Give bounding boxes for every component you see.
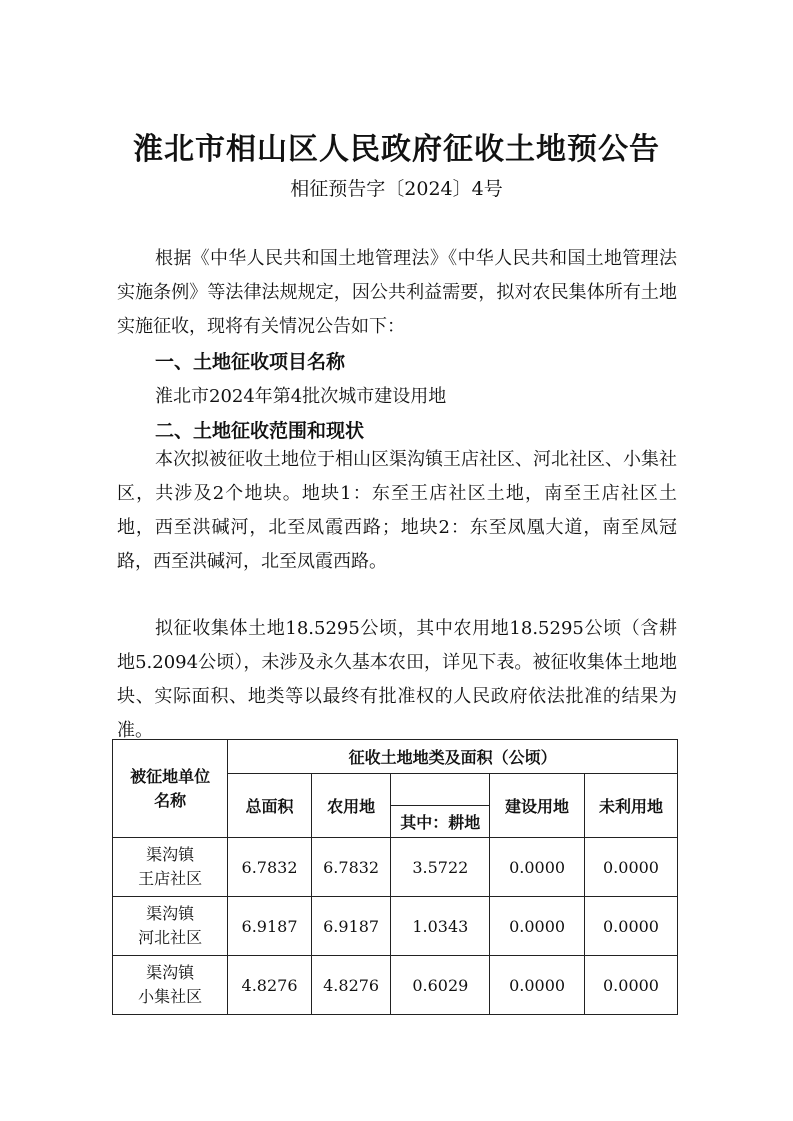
document-title: 淮北市相山区人民政府征收土地预公告: [133, 132, 660, 167]
section1-text: 淮北市2024年第4批次城市建设用地: [155, 386, 447, 407]
agri-land-cell: 4.8276: [311, 956, 391, 1015]
total-area-cell: 4.8276: [228, 956, 312, 1015]
unused-land-cell: 0.0000: [584, 956, 677, 1015]
construction-land-cell: 0.0000: [490, 956, 585, 1015]
unit-name-cell: 渠沟镇 河北社区: [113, 897, 228, 956]
agri-land-header: 农用地: [311, 774, 391, 838]
total-area-cell: 6.9187: [228, 897, 312, 956]
land-acquisition-table: [112, 739, 678, 1015]
land-type-group-header: 征收土地地类及面积（公顷）: [228, 740, 678, 774]
document-number: 相征预告字〔2024〕4号: [290, 178, 503, 200]
section1-heading: 一、土地征收项目名称: [155, 351, 346, 373]
unused-land-cell: 0.0000: [584, 838, 677, 897]
total-area-cell: 6.7832: [228, 838, 312, 897]
farmland-header-blank: [391, 774, 490, 806]
unit-name-cell: 渠沟镇 王店社区: [113, 838, 228, 897]
farmland-cell: 1.0343: [391, 897, 490, 956]
table-row: [113, 897, 678, 956]
agri-land-cell: 6.9187: [311, 897, 391, 956]
unused-land-cell: 0.0000: [584, 897, 677, 956]
construction-land-header: 建设用地: [490, 774, 585, 838]
table-row: [113, 956, 678, 1015]
agri-land-cell: 6.7832: [311, 838, 391, 897]
farmland-cell: 3.5722: [391, 838, 490, 897]
section2-range-paragraph: 本次拟被征收土地位于相山区渠沟镇王店社区、河北社区、小集社区，共涉及2个地块。地块1：东至王店社区土地，南至王店社区土地，西至洪碱河，北至凤霞西路；地块2：东至凤凰大道，南至凤冠路，西至洪碱河，北至凤霞西路。: [117, 449, 677, 572]
intro-paragraph: 根据《中华人民共和国土地管理法》《中华人民共和国土地管理法实施条例》等法律法规规定，因公共利益需要，拟对农民集体所有土地实施征收，现将有关情况公告如下：: [117, 248, 677, 337]
total-area-header: 总面积: [228, 774, 312, 838]
farmland-cell: 0.6029: [391, 956, 490, 1015]
construction-land-cell: 0.0000: [490, 838, 585, 897]
construction-land-cell: 0.0000: [490, 897, 585, 956]
section2-area-paragraph: 拟征收集体土地18.5295公顷，其中农用地18.5295公顷（含耕地5.2094公顷），未涉及永久基本农田，详见下表。被征收集体土地地块、实际面积、地类等以最终有批准权的人民政府依法批准的结果为准。: [117, 618, 677, 741]
section2-heading: 二、土地征收范围和现状: [155, 420, 365, 442]
farmland-header: 其中：耕地: [391, 806, 490, 838]
table-row: [113, 838, 678, 897]
unused-land-header: 未利用地: [584, 774, 677, 838]
unit-header: 被征地单位名称: [113, 740, 228, 838]
unit-name-cell: 渠沟镇 小集社区: [113, 956, 228, 1015]
